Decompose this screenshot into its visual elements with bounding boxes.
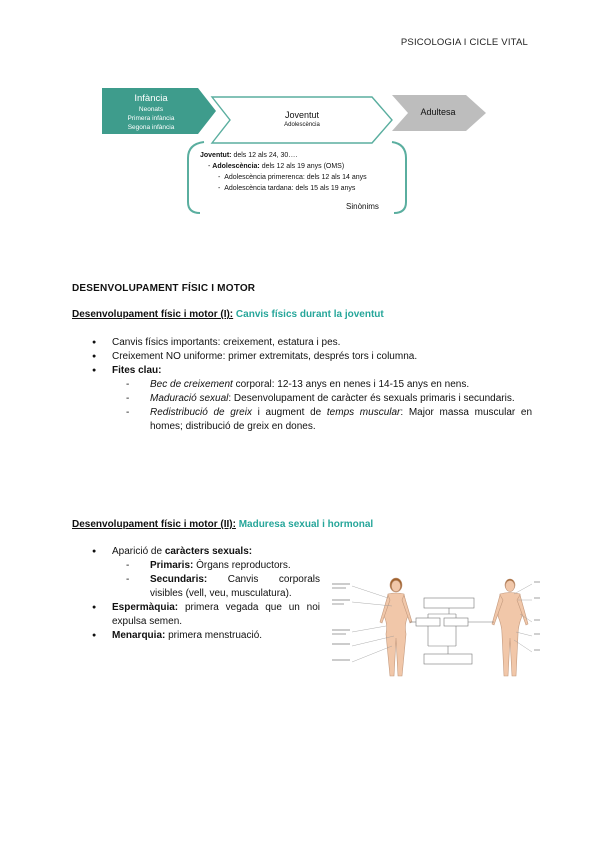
list-item: ● Canvis físics importants: creixement, estatura i pes. bbox=[92, 336, 532, 350]
adultesa-title: Adultesa bbox=[420, 107, 456, 117]
joventut-label-block bbox=[230, 110, 374, 130]
part2-list bbox=[92, 545, 320, 643]
infancia-line: Primera infància bbox=[127, 115, 175, 122]
list-item: - Redistribució de greix i augment de temps muscular: Major massa muscular en homes; distribució de greix en dones. bbox=[120, 406, 532, 434]
list-item: - Bec de creixement corporal: 12-13 anys en nenes i 14-15 anys en nens. bbox=[120, 378, 532, 392]
list-item: ● Menarquia: primera menstruació. bbox=[92, 629, 320, 643]
sexual-characters-list bbox=[120, 559, 320, 601]
list-item: - Secundaris: Canvis corporals visibles (vell, veu, musculatura). bbox=[120, 573, 320, 601]
list-item: - Primaris: Òrgans reproductors. bbox=[120, 559, 320, 573]
page-header: PSICOLOGIA I CICLE VITAL bbox=[400, 37, 528, 48]
list-item: ● Fites clau: - Bec de creixement corporal: 12-13 anys en nenes i 14-15 anys en nens. - Maduració sexual: Desenvolupament de caràcter és sexuals primaris i secundaris. - Redistribució de greix i augment de temps muscular: Major massa muscular en homes; distribució de greix en dones. bbox=[92, 364, 532, 434]
part1-list bbox=[92, 336, 532, 434]
part1-heading: Desenvolupament físic i motor (I): Canvis físics durant la joventut bbox=[72, 309, 384, 320]
list-item: ● Aparició de caràcters sexuals: - Primaris: Òrgans reproductors. - Secundaris: Canvis corporals visibles (vell, veu, musculatura). bbox=[92, 545, 320, 601]
list-item: - Maduració sexual: Desenvolupament de caràcter és sexuals primaris i secundaris. bbox=[120, 392, 532, 406]
joventut-title: Joventut bbox=[284, 110, 320, 120]
list-item: ● Espermàquia: primera vegada que un noi expulsa semen. bbox=[92, 601, 320, 629]
male-body-icon bbox=[492, 579, 528, 676]
bracket-text bbox=[200, 150, 400, 194]
milestones-list bbox=[120, 378, 532, 434]
hormone-flowchart bbox=[410, 598, 494, 664]
synonyms-label: Sinònims bbox=[346, 202, 379, 211]
infancia-line: Neonats bbox=[138, 106, 164, 113]
tardana-definition: - Adolescència tardana: dels 15 als 19 anys bbox=[218, 185, 356, 192]
part2-heading: Desenvolupament físic i motor (II): Maduresa sexual i hormonal bbox=[72, 519, 374, 530]
life-stage-diagram bbox=[100, 86, 490, 218]
list-item: ● Creixement NO uniforme: primer extremitats, després tors i columna. bbox=[92, 350, 532, 364]
anatomy-figure bbox=[332, 576, 540, 680]
adolescencia-definition: - Adolescència: dels 12 als 19 anys (OMS) bbox=[208, 163, 345, 170]
infancia-line: Segona infància bbox=[127, 124, 175, 131]
anatomy-illustration bbox=[332, 576, 540, 680]
female-body-icon bbox=[380, 578, 412, 676]
joventut-subtitle: Adolescència bbox=[284, 122, 320, 128]
infancia-label-block bbox=[102, 94, 200, 132]
infancia-title: Infància bbox=[134, 93, 168, 104]
section-title: DESENVOLUPAMENT FÍSIC I MOTOR bbox=[72, 283, 256, 294]
primerenca-definition: - Adolescència primerenca: dels 12 als 14 anys bbox=[218, 174, 367, 181]
joventut-definition: Joventut: dels 12 als 24, 30…. bbox=[200, 152, 298, 159]
